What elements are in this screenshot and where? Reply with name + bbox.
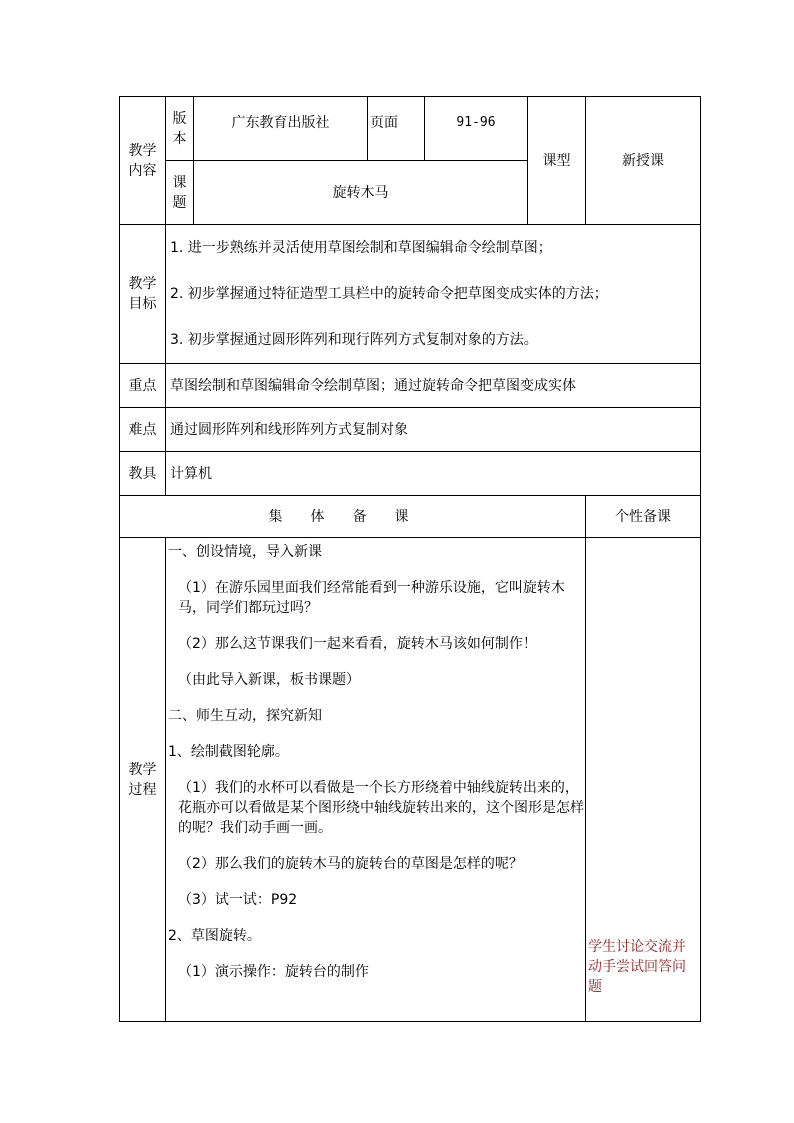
process-paragraph: （2）那么这节课我们一起来看看，旋转木马该如何制作！ — [178, 636, 537, 652]
process-paragraph: （由此导入新课，板书课题） — [178, 672, 360, 688]
difficulty-value: 通过圆形阵列和线形阵列方式复制对象 — [166, 408, 701, 452]
lesson-type-label: 课型 — [528, 97, 586, 225]
process-paragraph: 二、师生互动，探究新知 — [168, 708, 322, 724]
tools-label: 教具 — [120, 452, 166, 496]
objective-item: 2. 初步掌握通过特征造型工具栏中的旋转命令把草图变成实体的方法； — [170, 286, 608, 302]
edition-label: 版 本 — [166, 97, 194, 161]
process-paragraph: （2）那么我们的旋转木马的旋转台的草图是怎样的呢？ — [178, 856, 523, 872]
process-paragraph: （1）演示操作：旋转台的制作 — [178, 964, 369, 980]
content-label: 教学 内容 — [120, 97, 166, 225]
topic-label: 课 题 — [166, 161, 194, 225]
personal-prep-header: 个性备课 — [586, 496, 701, 538]
process-paragraph: 1、绘制截图轮廓。 — [168, 744, 289, 760]
process-paragraph: 2、草图旋转。 — [168, 928, 261, 944]
difficulty-label: 难点 — [120, 408, 166, 452]
objectives-label: 教学 目标 — [120, 225, 166, 364]
process-paragraph: （1）我们的水杯可以看做是一个长方形绕着中轴线旋转出来的，花瓶亦可以看做是某个图形绕中轴线旋转出来的，这个图形是怎样的呢？我们动手画一画。 — [178, 780, 584, 836]
lesson-plan-table — [119, 96, 701, 1022]
process-paragraph: 一、创设情境，导入新课 — [168, 544, 322, 560]
key-point-label: 重点 — [120, 364, 166, 408]
process-paragraph: （3）试一试：P92 — [178, 892, 298, 908]
objective-item: 1. 进一步熟练并灵活使用草图绘制和草图编辑命令绘制草图； — [170, 240, 552, 256]
collective-prep-header: 集体备课 — [120, 496, 586, 538]
pages-label: 页面 — [368, 97, 425, 161]
objectives-list — [166, 225, 701, 364]
process-content — [166, 538, 586, 1022]
process-paragraph: （1）在游乐园里面我们经常能看到一种游乐设施，它叫旋转木马，同学们都玩过吗？ — [178, 580, 565, 616]
personal-note: 学生讨论交流并动手尝试回答问题 — [586, 538, 701, 1022]
objective-item: 3. 初步掌握通过圆形阵列和现行阵列方式复制对象的方法。 — [170, 332, 538, 348]
topic-value: 旋转木马 — [194, 161, 528, 225]
pages-value: 91-96 — [425, 97, 528, 161]
lesson-type-value: 新授课 — [586, 97, 701, 225]
process-label: 教学 过程 — [120, 538, 166, 1022]
tools-value: 计算机 — [166, 452, 701, 496]
key-point-value: 草图绘制和草图编辑命令绘制草图；通过旋转命令把草图变成实体 — [166, 364, 701, 408]
edition-value: 广东教育出版社 — [194, 97, 368, 161]
